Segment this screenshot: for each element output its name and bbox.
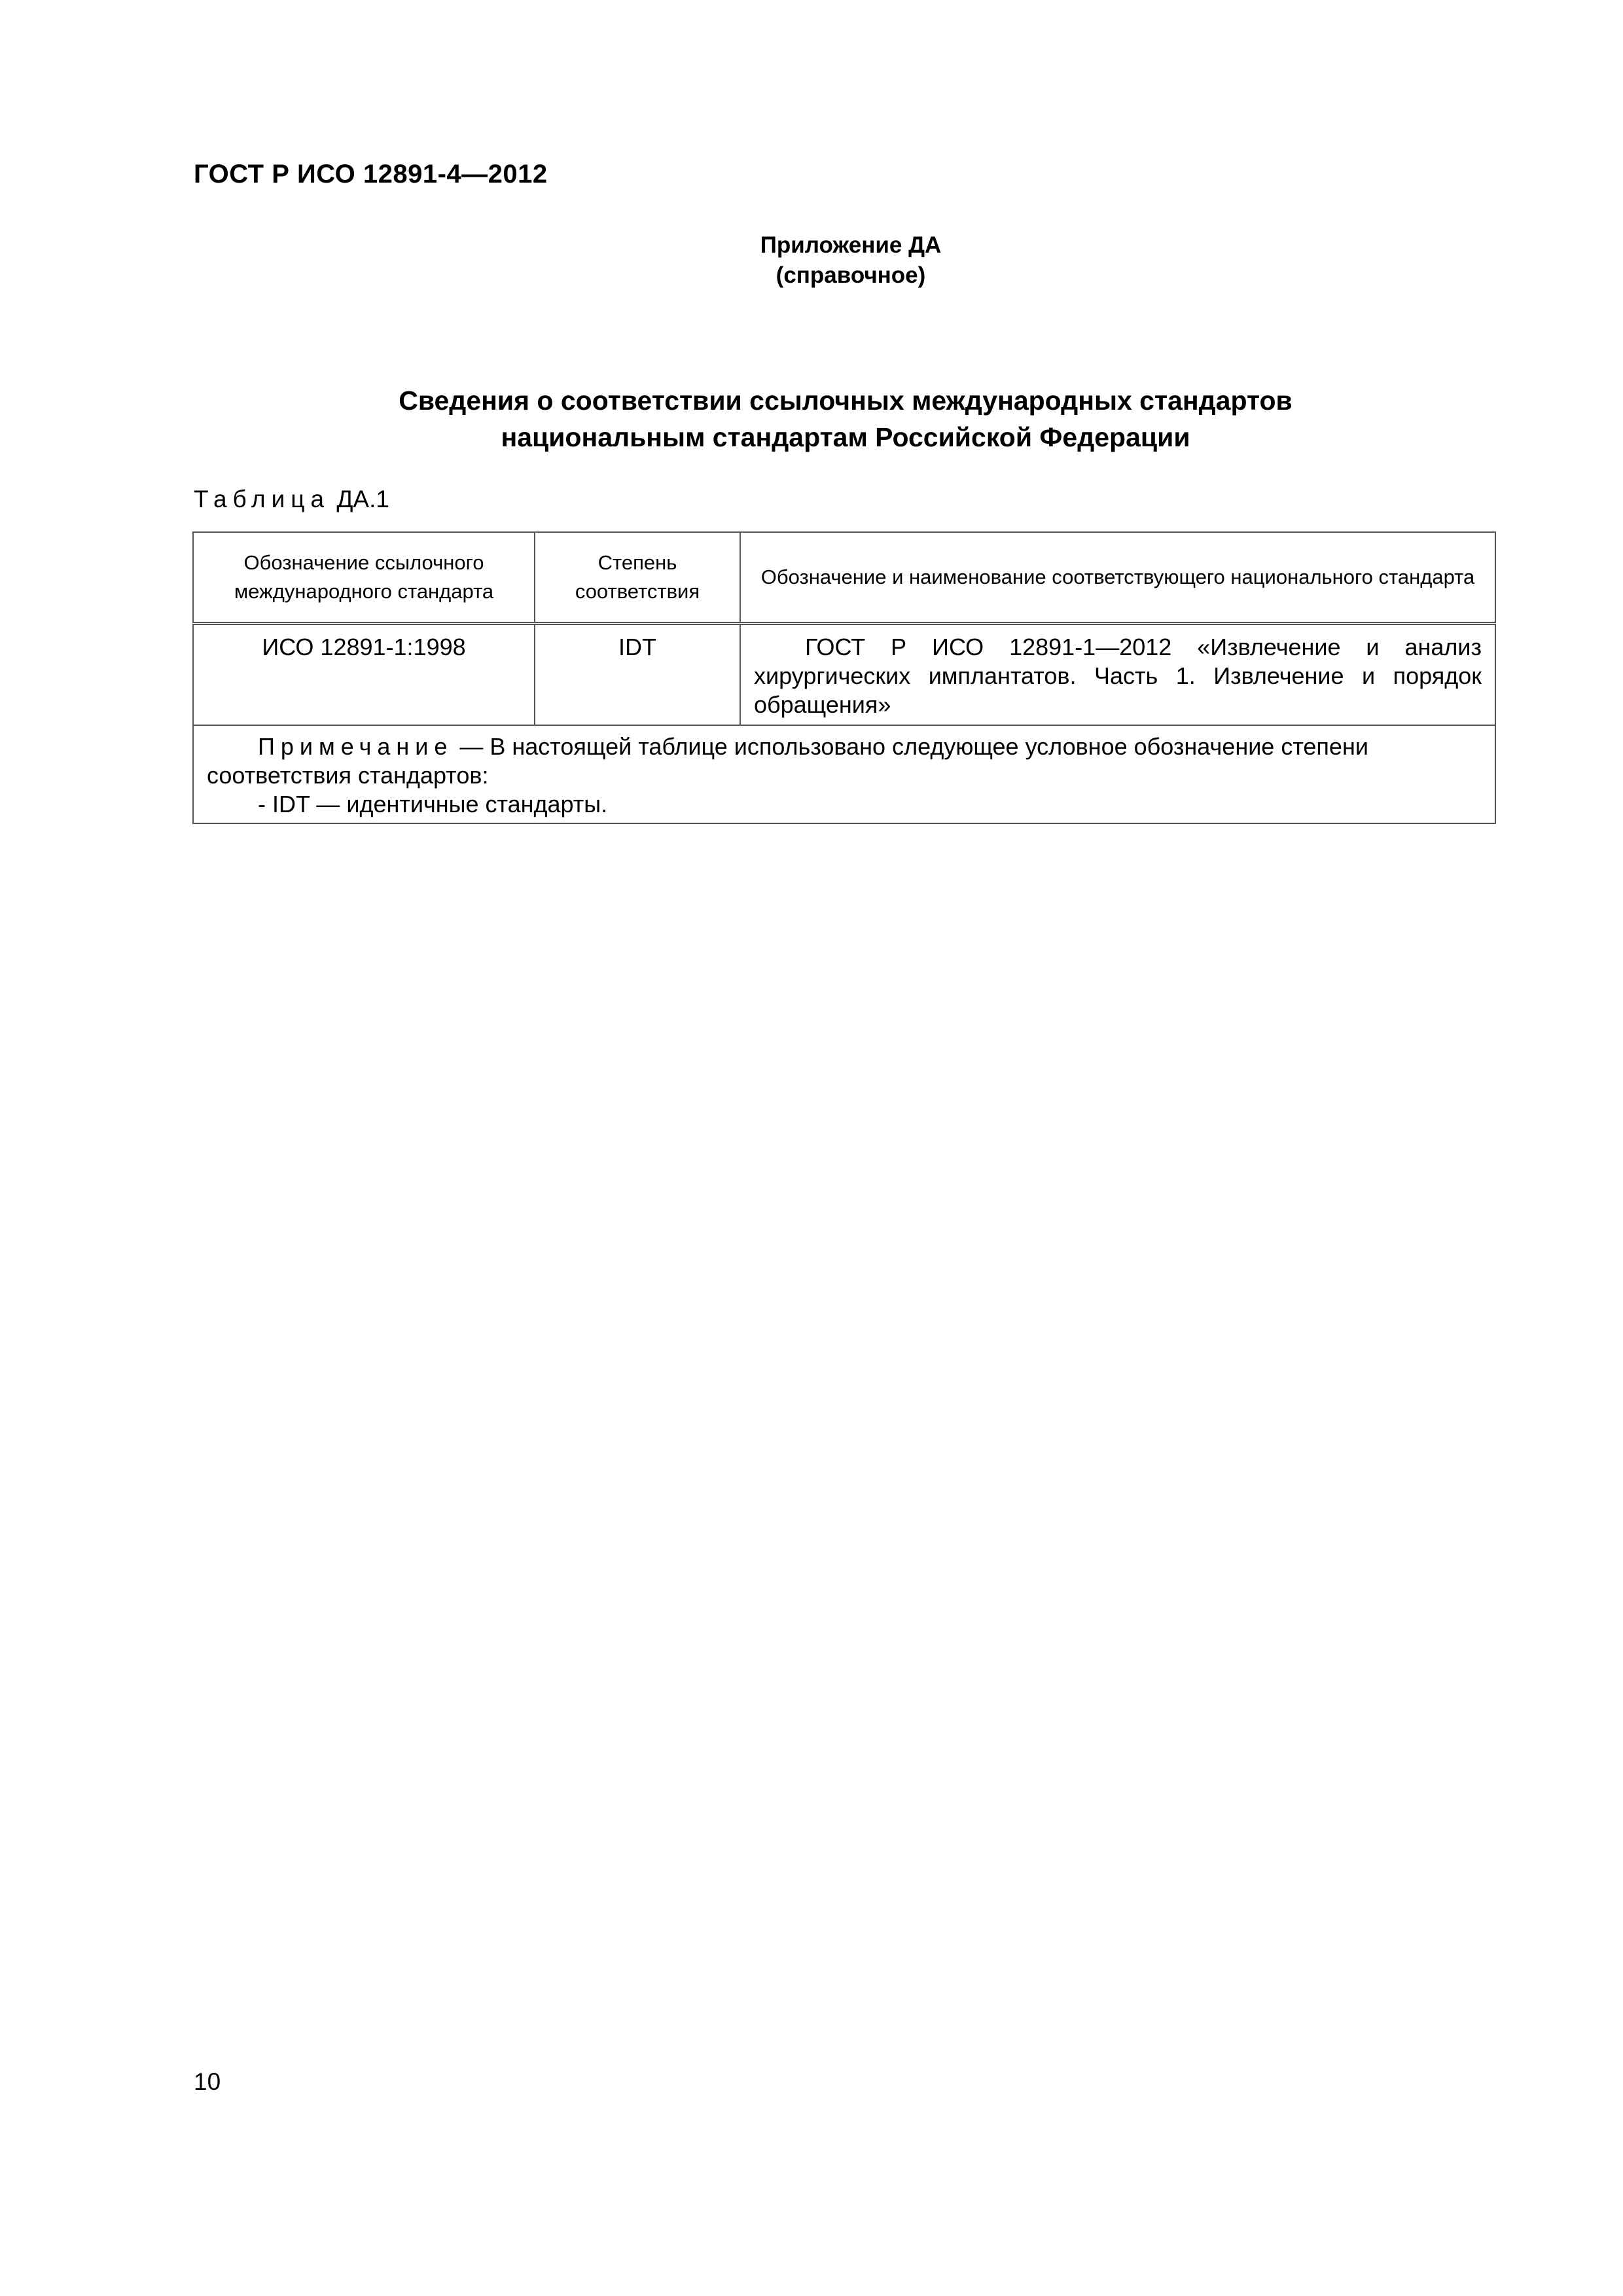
table-note — [193, 725, 1495, 823]
page-number: 10 — [194, 2068, 221, 2095]
table-header-row — [193, 532, 1495, 624]
note-text: — В настоящей таблице использовано следующее условное обозначение степени соответствия стандартов: — [207, 733, 1368, 789]
cell-international-standard: ИСО 12891-1:1998 — [193, 624, 535, 726]
table-caption-number: ДА.1 — [336, 486, 389, 512]
annex-type: (справочное) — [776, 262, 926, 288]
note-list-item: - IDT — идентичные стандарты. — [258, 791, 608, 817]
section-title-line-1: Сведения о соответствии ссылочных международных стандартов — [399, 386, 1293, 416]
cell-national-standard — [740, 624, 1495, 726]
note-label: Примечание — [258, 733, 454, 760]
annex-title: Приложение ДА — [760, 232, 942, 258]
column-header-international: Обозначение ссылочного международного стандарта — [193, 532, 535, 624]
table-caption-label: Таблица — [194, 486, 330, 512]
national-standard-text: ГОСТ Р ИСО 12891-1—2012 «Извлечение и анализ хирургических имплантатов. Часть 1. Извлечение и порядок обращения» — [754, 634, 1482, 718]
table-caption — [194, 486, 389, 513]
document-code: ГОСТ Р ИСО 12891-4—2012 — [194, 160, 548, 188]
table-note-row — [193, 725, 1495, 823]
correspondence-table — [192, 531, 1496, 824]
cell-degree: IDT — [535, 624, 740, 726]
annex-heading — [681, 230, 1021, 291]
column-header-degree: Степень соответствия — [535, 532, 740, 624]
table-row — [193, 624, 1495, 726]
note-paragraph — [207, 732, 1482, 790]
section-title-line-2: национальным стандартам Российской Федерации — [501, 422, 1190, 452]
column-header-national: Обозначение и наименование соответствующего национального стандарта — [740, 532, 1495, 624]
section-title — [194, 382, 1497, 456]
